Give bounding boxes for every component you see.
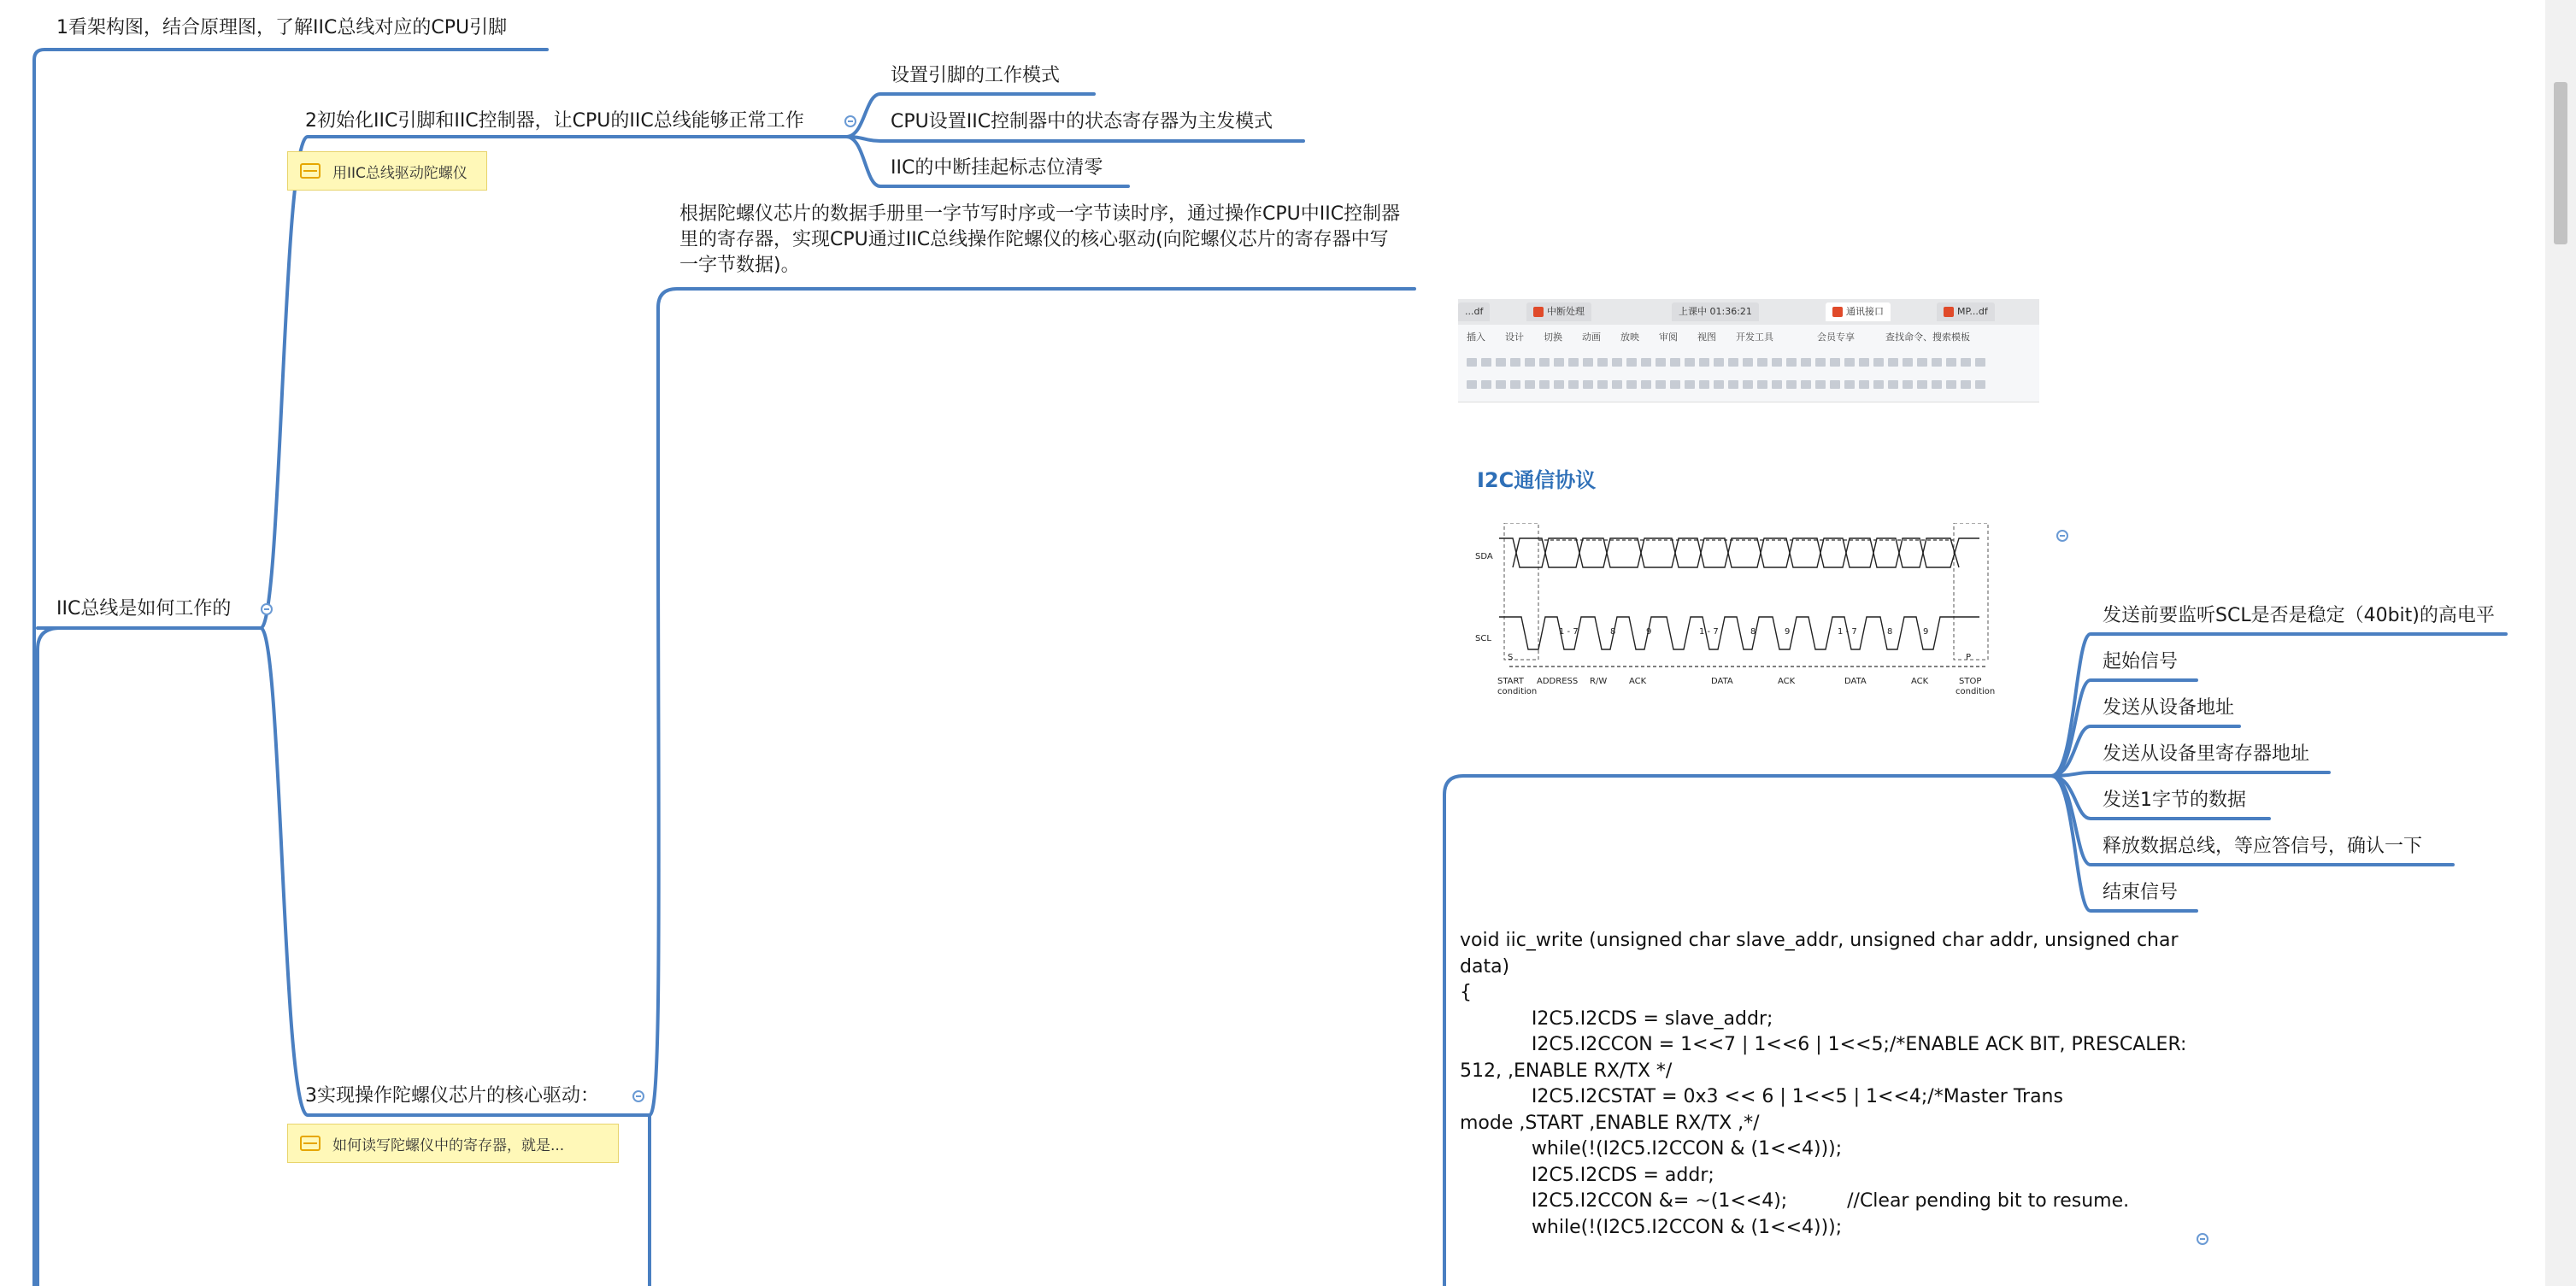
embedded-tab: MP...df [1937, 302, 1995, 321]
code-line: while(!(I2C5.I2CCON & (1<<4))); [1460, 1216, 1843, 1238]
code-line: while(!(I2C5.I2CCON & (1<<4))); [1460, 1138, 1843, 1160]
svg-text:1 - 7: 1 - 7 [1699, 627, 1719, 637]
root-topic-label: IIC总线是如何工作的 [56, 598, 232, 620]
step-send-slave-addr-label: 发送从设备地址 [2103, 697, 2235, 719]
document-icon [1533, 307, 1544, 317]
root-topic[interactable] [56, 596, 231, 622]
svg-text:8: 8 [1750, 627, 1756, 637]
subtopic-clear-pending-label: IIC的中断挂起标志位清零 [891, 157, 1103, 179]
collapse-toggle-step-3[interactable] [632, 1090, 644, 1102]
subtopic-master-mode-label: CPU设置IIC控制器中的状态寄存器为主发模式 [891, 111, 1273, 132]
note-icon [300, 1136, 321, 1151]
step-wait-ack-label: 释放数据总线，等应答信号，确认一下 [2103, 836, 2423, 857]
svg-text:condition: condition [1956, 687, 1996, 696]
code-line: I2C5.I2CSTAT = 0x3 << 6 | 1<<5 | 1<<4;/*Master Trans [1460, 1086, 2063, 1107]
scrollbar-thumb[interactable] [2554, 82, 2567, 244]
topic-step-1[interactable] [56, 15, 507, 41]
svg-text:P: P [1966, 653, 1972, 662]
embedded-tab: 中断处理 [1526, 302, 1591, 321]
subtopic-core-driver[interactable] [679, 202, 1402, 279]
svg-text:START: START [1497, 677, 1524, 686]
i2c-protocol-heading: I2C通信协议 [1477, 468, 1597, 492]
code-line: void iic_write (unsigned char slave_addr, unsigned char addr, unsigned char [1460, 930, 2179, 951]
svg-text:DATA: DATA [1711, 677, 1733, 686]
step-wait-ack[interactable] [2103, 834, 2422, 860]
embedded-tab-active: 通讯接口 [1826, 302, 1891, 321]
note-step-2-text: 用IIC总线驱动陀螺仪 [332, 164, 468, 182]
code-line: mode ,START ,ENABLE RX/TX ,*/ [1460, 1112, 1760, 1134]
step-send-byte-label: 发送1字节的数据 [2103, 790, 2246, 811]
step-send-slave-addr[interactable] [2103, 696, 2234, 721]
svg-text:ACK: ACK [1629, 677, 1647, 686]
embedded-tab: ...df [1458, 302, 1490, 321]
note-step-3[interactable] [287, 1124, 619, 1163]
note-icon [300, 163, 321, 179]
svg-text:9: 9 [1785, 627, 1791, 637]
svg-text:ACK: ACK [1778, 677, 1796, 686]
svg-text:1 - 7: 1 - 7 [1559, 627, 1579, 637]
svg-text:ADDRESS: ADDRESS [1537, 677, 1579, 686]
svg-text:condition: condition [1497, 687, 1538, 696]
step-stop-signal[interactable] [2103, 880, 2178, 906]
topic-step-1-label: 1看架构图，结合原理图，了解IIC总线对应的CPU引脚 [56, 17, 508, 38]
code-line: { [1460, 982, 1472, 1003]
embedded-tab-bar [1458, 299, 2039, 326]
svg-text:9: 9 [1923, 627, 1929, 637]
note-step-2[interactable] [287, 151, 487, 191]
step-start-signal[interactable] [2103, 649, 2178, 675]
code-line: I2C5.I2CDS = addr; [1460, 1164, 1714, 1186]
svg-text:8: 8 [1887, 627, 1893, 637]
note-step-3-text: 如何读写陀螺仪中的寄存器，就是... [332, 1136, 565, 1154]
i2c-timing-diagram [1475, 523, 2005, 726]
svg-text:ACK: ACK [1911, 677, 1929, 686]
vertical-scrollbar[interactable] [2545, 0, 2576, 1286]
step-send-reg-addr[interactable] [2103, 742, 2309, 767]
collapse-toggle-image-node[interactable] [2056, 530, 2068, 542]
collapse-toggle-root[interactable] [261, 603, 273, 615]
step-listen-scl[interactable] [2103, 603, 2495, 629]
collapse-toggle-code-node[interactable] [2197, 1233, 2208, 1245]
svg-text:1 - 7: 1 - 7 [1838, 627, 1857, 637]
svg-text:SCL: SCL [1475, 634, 1491, 643]
subtopic-pin-mode-label: 设置引脚的工作模式 [891, 65, 1061, 86]
step-send-byte[interactable] [2103, 788, 2246, 813]
embedded-tab: 上课中 01:36:21 [1672, 302, 1759, 321]
step-start-signal-label: 起始信号 [2103, 651, 2179, 672]
topic-step-3-label: 3实现操作陀螺仪芯片的核心驱动： [305, 1085, 599, 1107]
step-stop-signal-label: 结束信号 [2103, 882, 2179, 903]
svg-text:DATA: DATA [1844, 677, 1867, 686]
code-line: I2C5.I2CCON &= ~(1<<4); //Clear pending bit to resume. [1460, 1190, 2130, 1212]
subtopic-clear-pending[interactable] [891, 156, 1103, 181]
code-line: I2C5.I2CDS = slave_addr; [1460, 1007, 1773, 1030]
step-send-reg-addr-label: 发送从设备里寄存器地址 [2103, 743, 2310, 765]
svg-text:S: S [1508, 653, 1514, 662]
topic-step-3[interactable] [305, 1083, 599, 1109]
subtopic-core-driver-label: 根据陀螺仪芯片的数据手册里一字节写时序或一字节读时序，通过操作CPU中IIC控制器里的寄存器，实现CPU通过IIC总线操作陀螺仪的核心驱动(向陀螺仪芯片的寄存器中写一字节数据)。 [679, 203, 1401, 276]
embedded-menu-bar: 插入 设计 切换 动画 放映 审阅 视图 开发工具 会员专享 查找命令、搜索模板 [1458, 325, 2039, 347]
embedded-slide-screenshot[interactable] [1458, 299, 2039, 726]
code-line: 512, ,ENABLE RX/TX */ [1460, 1060, 1673, 1082]
subtopic-pin-mode[interactable] [891, 63, 1060, 89]
svg-text:STOP: STOP [1959, 677, 1982, 686]
svg-text:SDA: SDA [1475, 552, 1493, 561]
embedded-toolbar [1458, 347, 2039, 402]
topic-step-2-label: 2初始化IIC引脚和IIC控制器，让CPU的IIC总线能够正常工作 [305, 110, 804, 132]
svg-text:8: 8 [1610, 627, 1616, 637]
code-line: I2C5.I2CCON = 1<<7 | 1<<6 | 1<<5;/*ENABLE ACK BIT, PRESCALER: [1460, 1034, 2187, 1055]
step-listen-scl-label: 发送前要监听SCL是否是稳定（40bit)的高电平 [2103, 605, 2495, 626]
svg-text:9: 9 [1646, 627, 1652, 637]
svg-text:R/W: R/W [1590, 677, 1608, 686]
collapse-toggle-step-2[interactable] [844, 115, 856, 127]
document-icon [1944, 307, 1954, 317]
code-iic-write[interactable] [1460, 928, 2186, 1241]
code-line: data) [1460, 955, 1510, 978]
subtopic-master-mode[interactable] [891, 109, 1273, 135]
document-icon [1832, 307, 1843, 317]
topic-step-2[interactable] [305, 109, 804, 134]
